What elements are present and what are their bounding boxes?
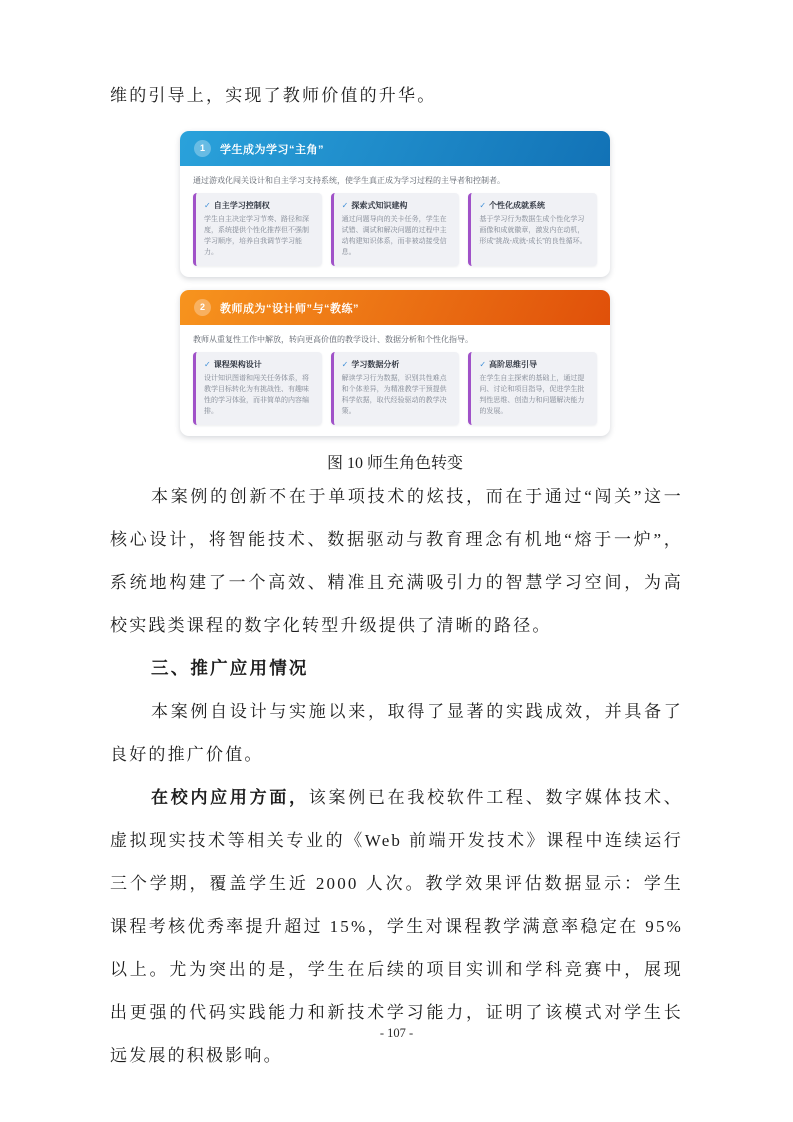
card-body-text: 设计知识图谱和闯关任务体系，将教学目标转化为有挑战性、有趣味性的学习体验，而非简单的内容编排。: [204, 375, 309, 415]
figure-caption: 图 10 师生角色转变: [326, 455, 463, 472]
check-icon: ✓: [341, 360, 349, 369]
section-intro: 教师从重复性工作中解放，转向更高价值的教学设计、数据分析和个性化指导。: [193, 335, 473, 344]
section-body: [180, 166, 610, 277]
section-intro: 通过游戏化闯关设计和自主学习支持系统，使学生真正成为学习过程的主导者和控制者。: [193, 176, 505, 185]
check-icon: ✓: [204, 360, 211, 369]
body-paragraph-innovation: 本案例的创新不在于单项技术的炫技，而在于通过“闯关”这一核心设计，将智能技术、数据驱动与教育理念有机地“熔于一炉”，系统地构建了一个高效、精准且充满吸引力的智慧学习空间，为高校实践类课程的数字化转型升级提供了清晰的路径。: [110, 487, 683, 635]
card-title: [479, 200, 589, 211]
figure-section-students: [180, 131, 610, 277]
card-title: [204, 359, 314, 370]
paragraph-bold-lead: 在校内应用方面，: [151, 788, 309, 807]
section-number-badge: 1: [194, 140, 211, 157]
card-title: [479, 359, 589, 370]
feature-card: [331, 352, 460, 425]
feature-card: [193, 352, 322, 425]
card-title-text: 高阶思维引导: [489, 360, 538, 369]
page-number: - 107 -: [379, 1026, 414, 1040]
card-title-text: 自主学习控制权: [213, 201, 270, 210]
card-title: [342, 200, 452, 211]
card-body-text: 学生自主决定学习节奏、路径和深度，系统提供个性化推荐但不强制学习顺序，培养自我调节学习能力。: [204, 216, 309, 256]
section-title: 教师成为“设计师”与“教练”: [220, 302, 359, 315]
card-title: [204, 200, 314, 211]
section-number-badge: 2: [194, 299, 211, 316]
card-body-text: 通过问题导向的关卡任务，学生在试错、调试和解决问题的过程中主动构建知识体系，而非被动接受信息。: [341, 216, 447, 256]
card-body-text: 基于学习行为数据生成个性化学习画像和成就徽章，激发内在动机，形成“挑战-成就-成长”的良性循环。: [479, 216, 587, 245]
card-title: [342, 359, 452, 370]
paragraph-continuation: 维的引导上，实现了教师价值的升华。: [110, 86, 437, 105]
page-content: [110, 0, 683, 1077]
check-icon: ✓: [204, 201, 211, 210]
card-row: [193, 193, 597, 266]
card-title-text: 个性化成就系统: [489, 201, 546, 210]
section-title: 学生成为学习“主角”: [220, 143, 324, 156]
card-body-text: 解读学习行为数据，识别共性难点和个体差异，为精准教学干预提供科学依据，取代经验驱动的教学决策。: [341, 375, 447, 415]
card-title-text: 学习数据分析: [351, 360, 400, 369]
card-title-text: 课程架构设计: [213, 360, 262, 369]
figure-section-teachers: [180, 290, 610, 436]
check-icon: ✓: [479, 201, 487, 210]
figure-role-transition: [180, 131, 610, 473]
section-header-teachers: [180, 290, 610, 325]
feature-card: [193, 193, 322, 266]
feature-card: [468, 193, 597, 266]
card-body-text: 在学生自主探索的基础上，通过提问、讨论和项目指导，促进学生批判性思维、创造力和问题解决能力的发展。: [479, 375, 585, 415]
section-header-students: [180, 131, 610, 166]
check-icon: ✓: [479, 360, 487, 369]
paragraph-rest: 该案例已在我校软件工程、数字媒体技术、虚拟现实技术等相关专业的《Web 前端开发技术》课程中连续运行三个学期，覆盖学生近 2000 人次。教学效果评估数据显示：学生课程考核优秀率提升超过 15%，学生对课程教学满意率稳定在 95%以上。尤为突出的是，学生在后续的项目实训和学科竞赛中，展现出更强的代码实践能力和新技术学习能力，证明了该模式对学生长远发展的积极影响。: [110, 788, 683, 1065]
card-title-text: 探索式知识建构: [351, 201, 408, 210]
check-icon: ✓: [341, 201, 349, 210]
body-paragraph-results: 本案例自设计与实施以来，取得了显著的实践成效，并具备了良好的推广价值。: [110, 702, 683, 764]
card-row: [193, 352, 597, 425]
section-body: [180, 325, 610, 436]
section-heading-promotion: 三、推广应用情况: [151, 658, 309, 678]
feature-card: [331, 193, 460, 266]
feature-card: [468, 352, 597, 425]
